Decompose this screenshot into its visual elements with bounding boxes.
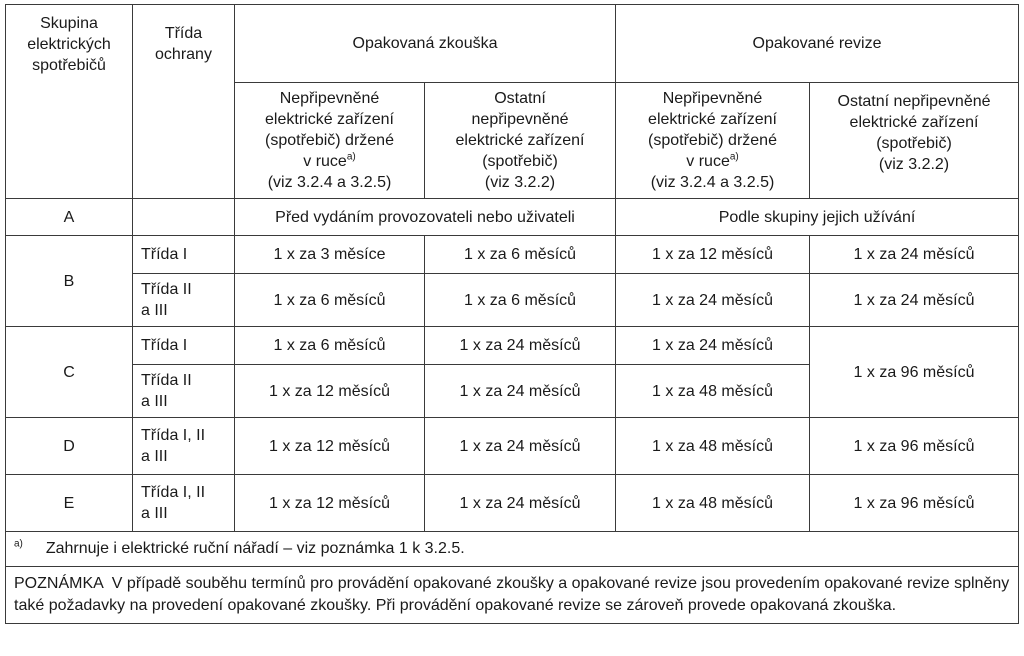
interval-cell: 1 x za 24 měsíců bbox=[616, 327, 810, 365]
group-cell: A bbox=[6, 199, 133, 236]
table-row bbox=[6, 274, 1019, 327]
note-text: POZNÁMKA V případě souběhu termínů pro provádění opakované zkoušky a opakované revize jsou provedením opakované revize splněny také požadavky na provedení opakované zkoušky. Při provádění opakované revize se zároveň provede opakovaná zkouška. bbox=[6, 567, 1019, 624]
interval-cell: 1 x za 24 měsíců bbox=[810, 274, 1019, 327]
interval-cell: 1 x za 12 měsíců bbox=[235, 365, 425, 418]
interval-cell: 1 x za 3 měsíce bbox=[235, 236, 425, 274]
class-cell: Třída I, II a III bbox=[133, 418, 235, 475]
interval-cell: 1 x za 48 měsíců bbox=[616, 475, 810, 532]
interval-cell: 1 x za 12 měsíců bbox=[616, 236, 810, 274]
repeat-test-header: Opakovaná zkouška bbox=[235, 5, 616, 83]
footnote-row bbox=[6, 532, 1019, 567]
footnote-mark: a) bbox=[14, 538, 23, 550]
interval-cell: 1 x za 12 měsíců bbox=[235, 475, 425, 532]
interval-cell: 1 x za 24 měsíců bbox=[425, 475, 616, 532]
group-cell: C bbox=[6, 327, 133, 418]
class-cell: Třída I bbox=[133, 327, 235, 365]
class-column-header: Třída ochrany bbox=[133, 5, 235, 199]
revision-schedule-table bbox=[5, 4, 1019, 624]
interval-cell: 1 x za 6 měsíců bbox=[425, 236, 616, 274]
interval-cell: Podle skupiny jejich užívání bbox=[616, 199, 1019, 236]
table-row bbox=[6, 475, 1019, 532]
interval-cell: 1 x za 96 měsíců bbox=[810, 418, 1019, 475]
class-cell: Třída I bbox=[133, 236, 235, 274]
group-cell: E bbox=[6, 475, 133, 532]
interval-cell: 1 x za 24 měsíců bbox=[810, 236, 1019, 274]
interval-cell: Před vydáním provozovateli nebo uživateli bbox=[235, 199, 616, 236]
interval-cell: 1 x za 24 měsíců bbox=[616, 274, 810, 327]
interval-cell: 1 x za 96 měsíců bbox=[810, 475, 1019, 532]
table-row bbox=[6, 327, 1019, 365]
group-cell: D bbox=[6, 418, 133, 475]
group-column-header: Skupina elektrických spotřebičů bbox=[6, 5, 133, 199]
class-cell: Třída I, II a III bbox=[133, 475, 235, 532]
subheader-handheld-revision: Nepřipevněné elektrické zařízení (spotřebič) držené v ruce$^{a)}$ (viz 3.2.4 a 3.2.5) bbox=[616, 83, 810, 199]
subheader-other-test: Ostatní nepřipevněné elektrické zařízení (spotřebič) (viz 3.2.2) bbox=[425, 83, 616, 199]
class-cell: Třída II a III bbox=[133, 365, 235, 418]
interval-cell: 1 x za 24 měsíců bbox=[425, 327, 616, 365]
subheader-handheld-test: Nepřipevněné elektrické zařízení (spotřebič) držené v ruce$^{a)}$ (viz 3.2.4 a 3.2.5) bbox=[235, 83, 425, 199]
group-cell: B bbox=[6, 236, 133, 327]
interval-cell: 1 x za 6 měsíců bbox=[235, 327, 425, 365]
header-row bbox=[6, 5, 1019, 83]
interval-cell: 1 x za 12 měsíců bbox=[235, 418, 425, 475]
class-cell: Třída II a III bbox=[133, 274, 235, 327]
interval-cell: 1 x za 6 měsíců bbox=[235, 274, 425, 327]
table-row bbox=[6, 199, 1019, 236]
footnote bbox=[6, 532, 1019, 567]
interval-cell: 1 x za 24 měsíců bbox=[425, 418, 616, 475]
interval-cell: 1 x za 24 měsíců bbox=[425, 365, 616, 418]
repeat-revision-header: Opakované revize bbox=[616, 5, 1019, 83]
interval-cell: 1 x za 6 měsíců bbox=[425, 274, 616, 327]
table-row bbox=[6, 236, 1019, 274]
footnote-text: Zahrnuje i elektrické ruční nářadí – viz poznámka 1 k 3.2.5. bbox=[45, 540, 465, 557]
interval-cell: 1 x za 96 měsíců bbox=[810, 327, 1019, 418]
note-row bbox=[6, 567, 1019, 624]
class-cell bbox=[133, 199, 235, 236]
interval-cell: 1 x za 48 měsíců bbox=[616, 365, 810, 418]
interval-cell: 1 x za 48 měsíců bbox=[616, 418, 810, 475]
table-row bbox=[6, 418, 1019, 475]
subheader-other-revision: Ostatní nepřipevněné elektrické zařízení (spotřebič) (viz 3.2.2) bbox=[810, 83, 1019, 199]
